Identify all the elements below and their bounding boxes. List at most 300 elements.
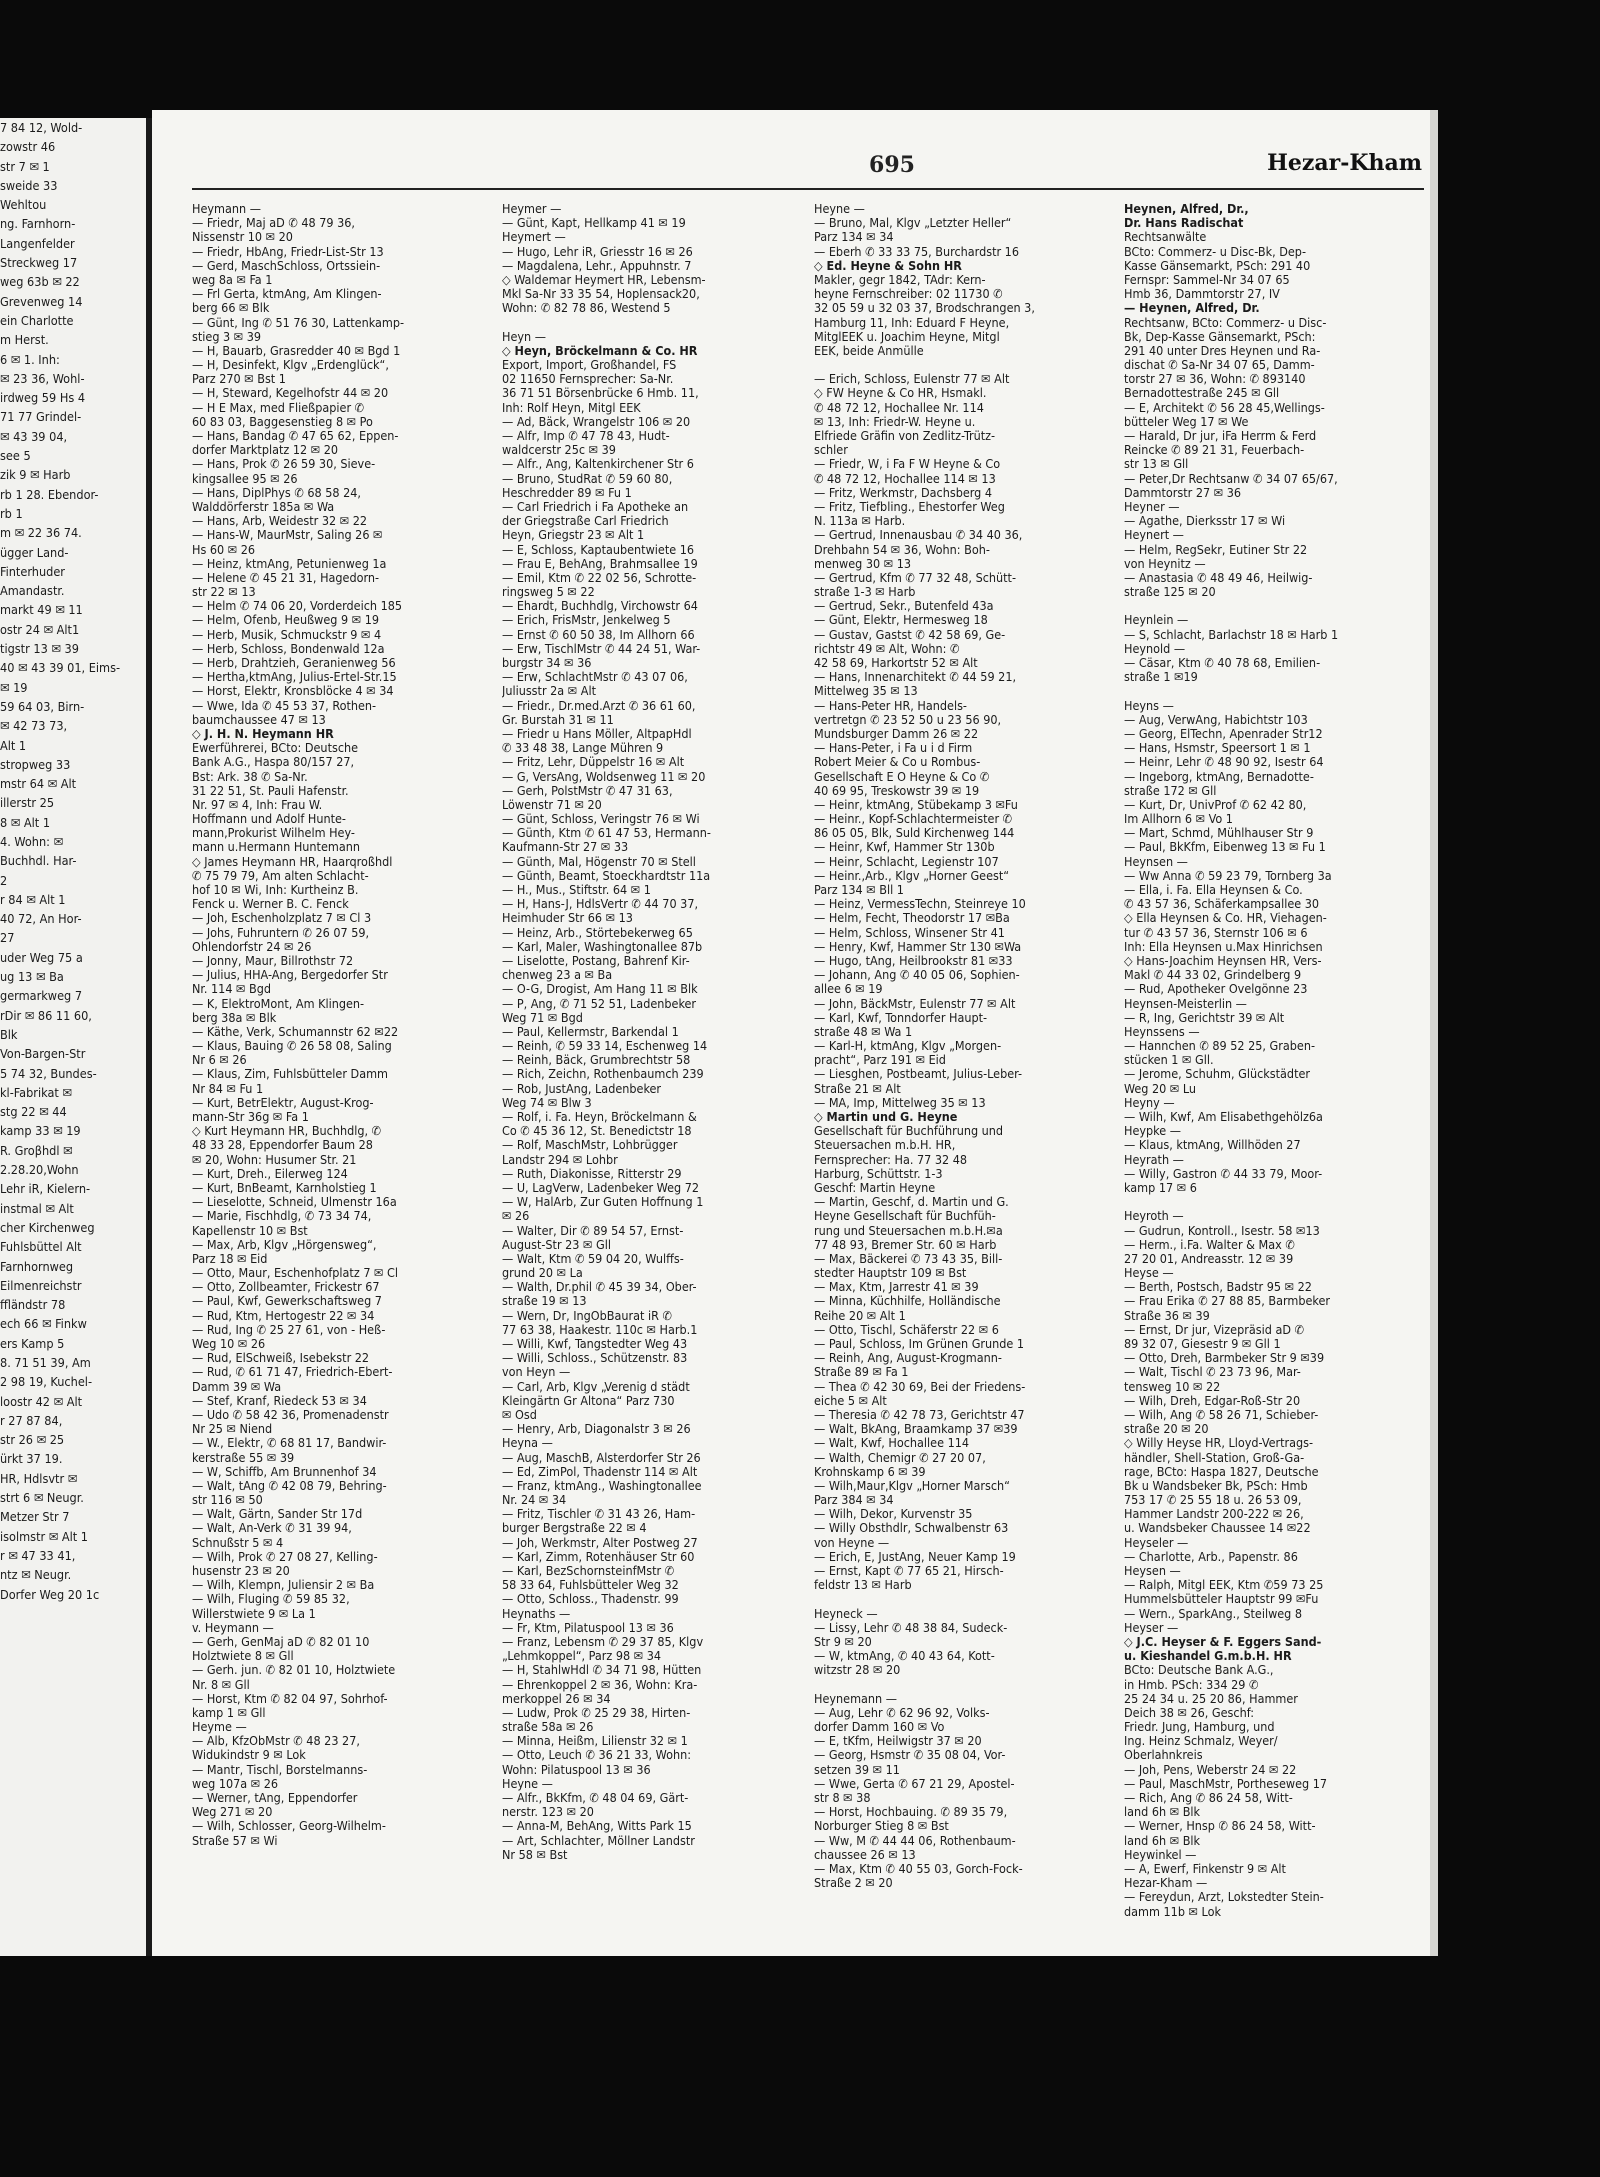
left-page-line: ✉ 23 36, Wohl-: [0, 370, 85, 386]
directory-entry-line: Heimhuder Str 66 ✉ 13: [502, 911, 633, 926]
left-page-line: 71 77 Grindel-: [0, 409, 82, 425]
directory-entry-line: — Berth, Postsch, Badstr 95 ✉ 22: [1124, 1280, 1312, 1295]
directory-entry-heading: ◇ Heyn, Bröckelmann & Co. HR: [502, 343, 698, 358]
directory-entry-line: Hummelsbütteler Hauptstr 99 ✉Fu: [1124, 1592, 1319, 1607]
left-page-line: ✉ 43 39 04,: [0, 428, 68, 444]
directory-entry-line: — Heinr, Lehr ✆ 48 90 92, Isestr 64: [1124, 755, 1324, 770]
directory-entry-line: — Ehardt, Buchhdlg, Virchowstr 64: [502, 599, 698, 614]
left-page-line: R. Groβhdl ✉: [0, 1142, 73, 1158]
directory-entry-line: MitglEEK u. Joachim Heyne, Mitgl: [814, 329, 1000, 344]
left-page-line: ntz ✉ Neugr.: [0, 1567, 72, 1583]
directory-entry-line: ✆ 43 57 36, Schäferkampsallee 30: [1124, 897, 1320, 912]
directory-entry-line: vertretgn ✆ 23 52 50 u 23 56 90,: [814, 712, 1002, 727]
directory-entry-line: Robert Meier & Co u Rombus-: [814, 755, 981, 770]
directory-entry-line: — Minna, Küchhilfe, Holländische: [814, 1294, 1001, 1309]
directory-entry-line: — Frl Gerta, ktmAng, Am Klingen-: [192, 287, 382, 302]
directory-entry-line: — Herm., i.Fa. Walter & Max ✆: [1124, 1237, 1295, 1252]
directory-entry-line: — Fr, Ktm, Pilatuspool 13 ✉ 36: [502, 1620, 674, 1635]
directory-entry-line: 25 24 34 u. 25 20 86, Hammer: [1124, 1691, 1298, 1706]
directory-entry-line: 89 32 07, Giesestr 9 ✉ Gll 1: [1124, 1337, 1281, 1351]
directory-entry-line: 753 17 ✆ 25 55 18 u. 26 53 09,: [1124, 1493, 1302, 1508]
left-page-line: ffländstr 78: [0, 1297, 66, 1313]
directory-entry-line: — Willi, Schloss., Schützenstr. 83: [502, 1351, 688, 1366]
directory-entry-line: N. 113a ✉ Harb.: [814, 514, 906, 529]
directory-entry-line: Heypke —: [1124, 1124, 1181, 1139]
directory-entry-line: berg 38a ✉ Blk: [192, 1010, 277, 1025]
directory-entry-line: Wohn: ✆ 82 78 86, Westend 5: [502, 301, 671, 316]
directory-entry-line: — Kurt, Dr, UnivProf ✆ 62 42 80,: [1124, 797, 1307, 812]
left-page-line: Von-Bargen-Str: [0, 1046, 86, 1062]
directory-entry-line: Heynsen —: [1124, 854, 1188, 869]
column-1: [192, 202, 484, 1848]
directory-entry-line: — Erich, Schloss, Eulenstr 77 ✉ Alt: [814, 372, 1010, 387]
left-page-line: m Herst.: [0, 332, 49, 348]
directory-entry-line: — Jerome, Schuhm, Glückstädter: [1124, 1067, 1311, 1082]
directory-entry-line: burgstr 34 ✉ 36: [502, 656, 592, 670]
directory-entry-line: — Kurt, BnBeamt, Karnholstieg 1: [192, 1180, 377, 1195]
left-page-line: r 27 87 84,: [0, 1412, 63, 1428]
directory-entry-line: tur ✆ 43 57 36, Sternstr 106 ✉ 6: [1124, 925, 1308, 940]
header-rule: [192, 188, 1424, 190]
directory-entry-line: — H E Max, med Fließpapier ✆: [192, 400, 365, 415]
directory-entry-line: Parz 270 ✉ Bst 1: [192, 372, 286, 387]
directory-entry-line: — Walter, Dir ✆ 89 54 57, Ernst-: [502, 1223, 684, 1238]
left-page-line: zowstr 46: [0, 139, 56, 155]
directory-entry-line: bütteler Weg 17 ✉ We: [1124, 414, 1249, 429]
directory-entry-line: — Franz, Lebensm ✆ 29 37 85, Klgv: [502, 1634, 704, 1649]
directory-entry-line: — Wwe, Ida ✆ 45 53 37, Rothen-: [192, 698, 377, 713]
column-2: [502, 202, 794, 1862]
directory-entry-line: — Heinr, Schlacht, Legienstr 107: [814, 854, 999, 869]
directory-entry-line: — Friedr u Hans Möller, AltpapHdl: [502, 726, 692, 741]
directory-entry-line: Heyroth —: [1124, 1209, 1184, 1224]
directory-entry-line: — Willi, Kwf, Tangstedter Weg 43: [502, 1337, 688, 1351]
directory-entry-line: Kasse Gänsemarkt, PSch: 291 40: [1124, 258, 1311, 273]
directory-entry-line: Nr. 97 ✉ 4, Inh: Frau W.: [192, 797, 323, 812]
directory-entry-line: — Klaus, Bauing ✆ 26 58 08, Saling: [192, 1039, 392, 1054]
directory-entry-line: dorfer Marktplatz 12 ✉ 20: [192, 443, 339, 458]
directory-entry-line: straße 172 ✉ Gll: [1124, 783, 1217, 798]
directory-entry-line: — A, Ewerf, Finkenstr 9 ✉ Alt: [1124, 1861, 1286, 1876]
directory-entry-line: — Aug, VerwAng, Habichtstr 103: [1124, 712, 1308, 727]
directory-entry-line: — Günt, Schloss, Veringstr 76 ✉ Wi: [502, 812, 700, 827]
directory-entry-line: Nr 25 ✉ Niend: [192, 1422, 273, 1437]
directory-entry-line: straße 48 ✉ Wa 1: [814, 1024, 913, 1039]
directory-entry-line: — Hugo, tAng, Heilbrookstr 81 ✉33: [814, 953, 1013, 968]
directory-entry-line: — Hans, DiplPhys ✆ 68 58 24,: [192, 485, 361, 500]
directory-entry-line: — Karl, Kwf, Tonndorfer Haupt-: [814, 1010, 988, 1025]
directory-entry-line: Straße 2 ✉ 20: [814, 1876, 893, 1891]
directory-entry-line: — Wilh, Schlosser, Georg-Wilhelm-: [192, 1819, 386, 1834]
directory-entry-line: [1124, 1195, 1424, 1209]
directory-entry-line: der Griegstraße Carl Friedrich: [502, 514, 669, 529]
directory-entry-line: Parz 134 ✉ Bll 1: [814, 883, 904, 897]
left-page-line: ein Charlotte: [0, 312, 74, 328]
directory-entry-line: Damm 39 ✉ Wa: [192, 1379, 282, 1394]
directory-entry-line: — Wern., SparkAng., Steilweg 8: [1124, 1606, 1303, 1621]
directory-entry-line: — Alfr., BkKfm, ✆ 48 04 69, Gärt-: [502, 1791, 689, 1805]
directory-entry-line: straße 125 ✉ 20: [1124, 585, 1216, 600]
directory-entry-line: — Carl Friedrich i Fa Apotheke an: [502, 499, 689, 514]
directory-entry-line: — Gerh, PolstMstr ✆ 47 31 63,: [502, 783, 673, 798]
directory-entry-line: — Marie, Fischhdlg, ✆ 73 34 74,: [192, 1209, 372, 1224]
directory-entry-line: mann,Prokurist Wilhelm Hey-: [192, 826, 355, 841]
left-page-line: ürkt 37 19.: [0, 1451, 63, 1467]
directory-entry-line: — Gertrud, Sekr., Butenfeld 43a: [814, 599, 994, 614]
directory-entry-line: — Hans-Peter, i Fa u i d Firm: [814, 741, 973, 756]
directory-entry-line: — Otto, Dreh, Barmbeker Str 9 ✉39: [1124, 1351, 1325, 1366]
directory-entry-line: Nr. 8 ✉ Gll: [192, 1677, 250, 1692]
directory-entry-line: Heyser —: [1124, 1620, 1179, 1635]
directory-entry-line: — Joh, Eschenholzplatz 7 ✉ Cl 3: [192, 911, 372, 926]
left-page-line: Eilmenreichstr: [0, 1277, 82, 1293]
directory-entry-heading: ◇ J.C. Heyser & F. Eggers Sand-: [1124, 1634, 1322, 1649]
directory-entry-line: — Gerd, MaschSchloss, Ortssiein-: [192, 258, 381, 273]
directory-entry-line: — Herb, Drahtzieh, Geranienweg 56: [192, 656, 396, 670]
directory-entry-line: 58 33 64, Fuhlsbütteler Weg 32: [502, 1578, 679, 1593]
directory-entry-line: — Georg, Hsmstr ✆ 35 08 04, Vor-: [814, 1748, 1006, 1763]
directory-entry-line: kerstraße 55 ✉ 39: [192, 1450, 295, 1465]
left-page-line: rb 1: [0, 505, 23, 521]
directory-entry-line: Heymer —: [502, 202, 562, 216]
directory-entry-line: Straße 89 ✉ Fa 1: [814, 1365, 909, 1380]
directory-entry-line: Nissenstr 10 ✉ 20: [192, 230, 293, 245]
directory-entry-line: — Gerh. jun. ✆ 82 01 10, Holztwiete: [192, 1663, 396, 1678]
directory-entry-line: Heyns —: [1124, 698, 1174, 713]
directory-entry-line: — Alfr, Imp ✆ 47 78 43, Hudt-: [502, 429, 670, 443]
directory-entry-line: — Werner, Hnsp ✆ 86 24 58, Witt-: [1124, 1819, 1316, 1834]
directory-entry-line: Heysen —: [1124, 1564, 1181, 1578]
directory-entry-line: Bk, Dep-Kasse Gänsemarkt, PSch:: [1124, 329, 1316, 344]
left-page-line: r 84 ✉ Alt 1: [0, 891, 66, 907]
directory-entry-line: — Ed, ZimPol, Thadenstr 114 ✉ Alt: [502, 1464, 698, 1479]
directory-entry-line: Heyna —: [502, 1436, 553, 1451]
directory-entry-line: — Paul, Kellermstr, Barkendal 1: [502, 1024, 679, 1039]
directory-entry-line: „Lehmkoppel“, Parz 98 ✉ 34: [502, 1649, 662, 1664]
directory-entry-line: ✆ 75 79 79, Am alten Schlacht-: [192, 868, 369, 883]
directory-entry-line: — U, LagVerw, Ladenbeker Weg 72: [502, 1180, 700, 1195]
directory-entry-line: Heyrath —: [1124, 1152, 1184, 1167]
column-3: [814, 202, 1106, 1890]
directory-entry-line: — Rob, JustAng, Ladenbeker: [502, 1081, 662, 1096]
left-page-line: r ✉ 47 33 41,: [0, 1547, 76, 1563]
directory-entry-line: Heyme —: [192, 1720, 247, 1735]
directory-entry-line: — Art, Schlachter, Möllner Landstr: [502, 1833, 695, 1848]
directory-entry-line: — Günt, Kapt, Hellkamp 41 ✉ 19: [502, 216, 686, 231]
directory-entry-line: — Fritz, Tiefbling., Ehestorfer Weg: [814, 499, 1005, 514]
directory-entry-heading: Heynen, Alfred, Dr.,: [1124, 202, 1249, 216]
directory-entry-line: Heynemann —: [814, 1691, 898, 1706]
directory-entry-line: — O-G, Drogist, Am Hang 11 ✉ Blk: [502, 982, 698, 997]
directory-entry-line: — P, Ang, ✆ 71 52 51, Ladenbeker: [502, 996, 697, 1011]
left-page-line: HR, Hdlsvtr ✉: [0, 1470, 78, 1486]
directory-entry-line: feldstr 13 ✉ Harb: [814, 1578, 912, 1593]
directory-entry-line: — H, Steward, Kegelhofstr 44 ✉ 20: [192, 386, 389, 401]
left-page-line: irdweg 59 Hs 4: [0, 390, 86, 406]
directory-entry-line: — Lieselotte, Schneid, Ulmenstr 16a: [192, 1195, 397, 1210]
directory-entry-line: — Hertha,ktmAng, Julius-Ertel-Str.15: [192, 670, 397, 685]
directory-entry-line: Fenck u. Werner B. C. Fenck: [192, 897, 349, 912]
directory-entry-line: ◇ FW Heyne & Co HR, Hsmakl.: [814, 386, 987, 401]
directory-entry-line: — Rich, Ang ✆ 86 24 58, Witt-: [1124, 1791, 1293, 1805]
directory-entry-heading: ◇ Ed. Heyne & Sohn HR: [814, 258, 962, 273]
directory-entry-line: Hezar-Kham —: [1124, 1876, 1208, 1891]
directory-entry-line: — Rich, Zeichn, Rothenbaumch 239: [502, 1067, 704, 1082]
directory-entry-line: ◇ Hans-Joachim Heynsen HR, Vers-: [1124, 953, 1322, 968]
left-page-line: 8. 71 51 39, Am: [0, 1355, 91, 1370]
left-page-line: kl-Fabrikat ✉: [0, 1084, 72, 1100]
directory-entry-line: chaussee 26 ✉ 13: [814, 1847, 916, 1862]
directory-entry-line: — Heinr.,Arb., Klgv „Horner Geest“: [814, 868, 1010, 883]
left-page-line: ✉ 19: [0, 679, 28, 695]
left-page-line: str 26 ✉ 25: [0, 1432, 65, 1448]
directory-entry-line: [502, 316, 794, 330]
directory-entry-line: — Günt, Elektr, Hermesweg 18: [814, 613, 988, 628]
directory-entry-line: — Wilh, Fluging ✆ 59 85 32,: [192, 1592, 350, 1607]
directory-entry-line: — K, ElektroMont, Am Klingen-: [192, 996, 365, 1011]
directory-entry-line: — Karl, Zimm, Rotenhäuser Str 60: [502, 1549, 695, 1564]
directory-entry-line: eiche 5 ✉ Alt: [814, 1393, 887, 1408]
directory-entry-line: — Paul, MaschMstr, Portheseweg 17: [1124, 1776, 1328, 1791]
directory-entry-line: Nr. 24 ✉ 34: [502, 1493, 567, 1508]
directory-entry-line: 40 69 95, Treskowstr 39 ✉ 19: [814, 783, 980, 798]
directory-entry-line: — H, StahlwHdl ✆ 34 71 98, Hütten: [502, 1663, 702, 1678]
directory-entry-line: — Friedr, HbAng, Friedr-List-Str 13: [192, 244, 384, 259]
directory-entry-line: kingsallee 95 ✉ 26: [192, 471, 298, 486]
directory-entry-heading: ◇ J. H. N. Heymann HR: [192, 726, 334, 741]
directory-entry-line: — Willy, Gastron ✆ 44 33 79, Moor-: [1124, 1166, 1323, 1181]
directory-entry-line: Heyne Gesellschaft für Buchfüh-: [814, 1209, 996, 1224]
left-page-line: Metzer Str 7: [0, 1509, 70, 1525]
page-edge: [1430, 110, 1438, 1956]
directory-entry-line: allee 6 ✉ 19: [814, 982, 883, 997]
left-page-line: m ✉ 22 36 74.: [0, 525, 82, 541]
directory-entry-line: Harburg, Schüttstr. 1-3: [814, 1166, 943, 1181]
directory-entry-line: — Günth, Ktm ✆ 61 47 53, Hermann-: [502, 826, 711, 841]
directory-entry-line: straße 19 ✉ 13: [502, 1294, 587, 1309]
directory-entry-line: — Peter,Dr Rechtsanw ✆ 34 07 65/67,: [1124, 471, 1338, 486]
directory-entry-line: rung und Steuersachen m.b.H.✉a: [814, 1223, 1003, 1238]
directory-entry-line: — Horst, Ktm ✆ 82 04 97, Sohrhof-: [192, 1691, 388, 1706]
directory-entry-line: EEK, beide Anmülle: [814, 343, 924, 358]
directory-entry-line: Straße 36 ✉ 39: [1124, 1308, 1210, 1323]
directory-entry-line: 77 48 93, Bremer Str. 60 ✉ Harb: [814, 1237, 997, 1252]
directory-entry-line: mann u.Hermann Huntemann: [192, 840, 360, 855]
directory-entry-line: — Walt, Kwf, Hochallee 114: [814, 1436, 970, 1451]
directory-entry-line: Ing. Heinz Schmalz, Weyer/: [1124, 1734, 1278, 1749]
directory-entry-line: Heynsen-Meisterlin —: [1124, 996, 1247, 1011]
directory-entry-line: Gesellschaft für Buchführung und: [814, 1124, 1004, 1139]
left-page-line: 4. Wohn: ✉: [0, 833, 64, 849]
directory-entry-line: Norburger Stieg 8 ✉ Bst: [814, 1819, 949, 1834]
directory-entry-line: — Mantr, Tischl, Borstelmanns-: [192, 1762, 368, 1777]
directory-entry-line: — Rud, Apotheker Ovelgönne 23: [1124, 982, 1308, 997]
directory-entry-line: — Ingeborg, ktmAng, Bernadotte-: [1124, 769, 1314, 784]
directory-entry-line: Rechtsanw, BCto: Commerz- u Disc-: [1124, 315, 1327, 330]
directory-entry-line: — Liselotte, Postang, Bahrenf Kir-: [502, 953, 690, 968]
directory-entry-line: — Frau E, BehAng, Brahmsallee 19: [502, 556, 698, 571]
directory-entry-line: ✆ 48 72 12, Hochallee 114 ✉ 13: [814, 471, 996, 486]
left-page-line: germarkweg 7: [0, 988, 83, 1004]
left-page-line: 59 64 03, Birn-: [0, 698, 85, 714]
directory-entry-line: ◇ Waldemar Heymert HR, Lebensm-: [502, 272, 706, 287]
directory-entry-line: — Ernst, Dr jur, Vizepräsid aD ✆: [1124, 1322, 1304, 1337]
directory-entry-line: [814, 358, 1106, 372]
directory-entry-line: — Liesghen, Postbeamt, Julius-Leber-: [814, 1067, 1023, 1082]
directory-entry-line: — Ww, M ✆ 44 44 06, Rothenbaum-: [814, 1833, 1016, 1848]
directory-entry-line: — Gerh, GenMaj aD ✆ 82 01 10: [192, 1634, 370, 1649]
directory-entry-line: — Helm ✆ 74 06 20, Vorderdeich 185: [192, 599, 403, 614]
directory-entry-heading: Dr. Hans Radischat: [1124, 216, 1244, 231]
directory-entry-line: — Anastasia ✆ 48 49 46, Heilwig-: [1124, 570, 1313, 585]
directory-entry-line: — Heinz, VermessTechn, Steinreye 10: [814, 897, 1026, 912]
directory-entry-line: — Georg, ElTechn, Apenrader Str12: [1124, 726, 1323, 741]
directory-entry-line: — Ww Anna ✆ 59 23 79, Tornberg 3a: [1124, 868, 1332, 883]
directory-entry-line: 31 22 51, St. Pauli Hafenstr.: [192, 783, 349, 798]
left-page-fragment: [0, 118, 146, 1956]
left-page-line: tigstr 13 ✉ 39: [0, 641, 79, 657]
directory-entry-line: — W, ktmAng, ✆ 40 43 64, Kott-: [814, 1649, 995, 1664]
left-page-line: Alt 1: [0, 737, 27, 753]
directory-entry-line: — Minna, Heißm, Lilienstr 32 ✉ 1: [502, 1734, 688, 1749]
directory-entry-line: Export, Import, Großhandel, FS: [502, 358, 677, 373]
directory-entry-line: — Wilh, Ang ✆ 58 26 71, Schieber-: [1124, 1407, 1319, 1422]
directory-entry-line: Reincke ✆ 89 21 31, Feuerbach-: [1124, 443, 1305, 458]
directory-entry-line: — Friedr, W, i Fa F W Heyne & Co: [814, 457, 1001, 472]
directory-entry-line: — Erw, SchlachtMstr ✆ 43 07 06,: [502, 670, 688, 685]
directory-entry-line: straße 20 ✉ 20: [1124, 1422, 1209, 1437]
directory-entry-line: 77 63 38, Haakestr. 110c ✉ Harb.1: [502, 1322, 698, 1337]
left-page-line: 40 72, An Hor-: [0, 911, 82, 927]
directory-entry-line: — Walt, Ktm ✆ 59 04 20, Wulffs-: [502, 1251, 684, 1266]
left-page-line: ügger Land-: [0, 544, 69, 560]
directory-entry-heading: — Heynen, Alfred, Dr.: [1124, 301, 1260, 316]
directory-entry-line: Heyny —: [1124, 1095, 1175, 1110]
directory-entry-line: — Ehrenkoppel 2 ✉ 36, Wohn: Kra-: [502, 1677, 698, 1692]
directory-entry-line: pracht“, Parz 191 ✉ Eid: [814, 1053, 946, 1068]
directory-entry-line: Kaufmann-Str 27 ✉ 33: [502, 840, 629, 855]
left-page-line: cher Kirchenweg: [0, 1219, 95, 1235]
directory-entry-line: Heyse —: [1124, 1266, 1174, 1281]
directory-entry-line: dorfer Damm 160 ✉ Vo: [814, 1720, 945, 1735]
directory-entry-line: stücken 1 ✉ Gll.: [1124, 1053, 1214, 1068]
left-page-line: 2.28.20,Wohn: [0, 1162, 79, 1178]
left-page-line: ug 13 ✉ Ba: [0, 969, 64, 985]
directory-entry-line: tensweg 10 ✉ 22: [1124, 1379, 1221, 1394]
left-page-line: 5 74 32, Bundes-: [0, 1065, 97, 1081]
directory-entry-line: — Reinh, ✆ 59 33 14, Eschenweg 14: [502, 1039, 708, 1054]
directory-entry-line: — Paul, BkKfm, Eibenweg 13 ✉ Fu 1: [1124, 840, 1326, 855]
directory-entry-line: Mundsburger Damm 26 ✉ 22: [814, 726, 979, 741]
directory-entry-line: Heymert —: [502, 230, 566, 245]
directory-entry-line: Juliusstr 2a ✉ Alt: [502, 684, 596, 699]
directory-entry-line: ◇ Willy Heyse HR, Lloyd-Vertrags-: [1124, 1436, 1314, 1451]
directory-entry-line: — Helm, Schloss, Winsener Str 41: [814, 925, 1005, 940]
directory-entry-line: — Aug, Lehr ✆ 62 96 92, Volks-: [814, 1705, 990, 1720]
directory-entry-line: straße 1 ✉19: [1124, 670, 1198, 685]
directory-entry-line: burger Bergstraße 22 ✉ 4: [502, 1521, 647, 1536]
directory-entry-line: Heschredder 89 ✉ Fu 1: [502, 485, 632, 500]
directory-entry-line: — Rolf, MaschMstr, Lohbrügger: [502, 1138, 678, 1153]
directory-entry-line: Str 9 ✉ 20: [814, 1634, 872, 1649]
directory-entry-line: ◇ Ella Heynsen & Co. HR, Viehagen-: [1124, 911, 1327, 926]
directory-entry-line: Weg 71 ✉ Bgd: [502, 1010, 583, 1025]
directory-entry-line: — Klaus, ktmAng, Willhöden 27: [1124, 1138, 1301, 1153]
directory-entry-line: — Hans-Peter HR, Handels-: [814, 698, 967, 713]
directory-entry-line: Kleingärtn Gr Altona“ Parz 730: [502, 1393, 675, 1408]
directory-entry-line: ✉ Osd: [502, 1407, 537, 1422]
directory-entry-line: — Helm, Fecht, Theodorstr 17 ✉Ba: [814, 911, 1010, 926]
directory-entry-line: — Kurt, BetrElektr, August-Krog-: [192, 1095, 374, 1110]
directory-entry-line: 27 20 01, Andreasstr. 12 ✉ 39: [1124, 1251, 1294, 1266]
directory-entry-line: — Karl-H, ktmAng, Klgv „Morgen-: [814, 1039, 1002, 1054]
left-page-line: ers Kamp 5: [0, 1335, 65, 1351]
directory-entry-line: — Erw, TischlMstr ✆ 44 24 51, War-: [502, 641, 701, 656]
directory-entry-line: kamp 17 ✉ 6: [1124, 1180, 1197, 1195]
directory-entry-line: — Walt, tAng ✆ 42 08 79, Behring-: [192, 1478, 387, 1493]
directory-entry-line: Heyner —: [1124, 499, 1180, 514]
directory-entry-line: — Karl, BezSchornsteinfMstr ✆: [502, 1564, 675, 1578]
directory-entry-line: berg 66 ✉ Blk: [192, 301, 270, 316]
directory-entry-line: Mittelweg 35 ✉ 13: [814, 684, 918, 699]
directory-entry-line: Weg 271 ✉ 20: [192, 1805, 273, 1820]
directory-entry-line: Gr. Burstah 31 ✉ 11: [502, 712, 614, 727]
directory-entry-line: Nr. 114 ✉ Bgd: [192, 982, 272, 997]
directory-entry-line: — Otto, Schloss., Thadenstr. 99: [502, 1592, 679, 1607]
directory-entry-line: — Helm, Ofenb, Heußweg 9 ✉ 19: [192, 613, 380, 628]
directory-entry-line: Willerstwiete 9 ✉ La 1: [192, 1606, 316, 1621]
directory-entry-line: Elfriede Gräfin von Zedlitz-Trütz-: [814, 429, 996, 443]
directory-entry-line: Rechtsanwälte: [1124, 230, 1207, 245]
directory-entry-line: 32 05 59 u 32 03 37, Brodschrangen 3,: [814, 301, 1035, 316]
directory-entry-line: Inh: Ella Heynsen u.Max Hinrichsen: [1124, 939, 1323, 954]
running-title: Hezar-Kham: [1267, 150, 1422, 176]
left-page-line: rb 1 28. Ebendor-: [0, 486, 99, 502]
directory-entry-line: — Franz, ktmAng., Washingtonallee: [502, 1478, 702, 1493]
directory-entry-line: Hammer Landstr 200-222 ✉ 26,: [1124, 1507, 1304, 1522]
directory-entry-line: stieg 3 ✉ 39: [192, 329, 262, 344]
directory-entry-line: — Otto, Maur, Eschenhofplatz 7 ✉ Cl: [192, 1266, 399, 1281]
directory-entry-line: — Günth, Beamt, Stoeckhardtstr 11a: [502, 868, 711, 883]
directory-entry-line: — Ernst, Kapt ✆ 77 65 21, Hirsch-: [814, 1564, 1004, 1578]
directory-entry-line: — H, Bauarb, Grasredder 40 ✉ Bgd 1: [192, 343, 401, 358]
left-page-line: ostr 24 ✉ Alt1: [0, 621, 80, 637]
directory-entry-line: — Theresia ✆ 42 78 73, Gerichtstr 47: [814, 1407, 1025, 1422]
directory-entry-line: — Walt, BkAng, Braamkamp 37 ✉39: [814, 1422, 1018, 1437]
directory-entry-line: Gesellschaft E O Heyne & Co ✆: [814, 769, 990, 784]
directory-entry-line: ✆ 33 48 38, Lange Mühren 9: [502, 741, 664, 756]
directory-entry-line: Schnußstr 5 ✉ 4: [192, 1535, 284, 1550]
directory-entry-line: — Wern, Dr, IngObBaurat iR ✆: [502, 1308, 672, 1323]
directory-entry-line: Hs 60 ✉ 26: [192, 542, 256, 557]
directory-entry-line: — Agathe, Dierksstr 17 ✉ Wi: [1124, 514, 1286, 529]
left-page-line: markt 49 ✉ 11: [0, 602, 83, 618]
left-page-line: isolmstr ✉ Alt 1: [0, 1528, 88, 1544]
directory-entry-line: — Anna-M, BehAng, Witts Park 15: [502, 1819, 692, 1834]
directory-entry-line: kamp 1 ✉ Gll: [192, 1705, 266, 1720]
directory-entry-line: — Udo ✆ 58 42 36, Promenadenstr: [192, 1407, 389, 1422]
directory-entry-line: Heynssens —: [1124, 1024, 1200, 1039]
directory-entry-line: — Hans, Bandag ✆ 47 65 62, Eppen-: [192, 429, 399, 443]
directory-entry-line: BCto: Commerz- u Disc-Bk, Dep-: [1124, 244, 1307, 259]
directory-entry-line: — Wilh,Maur,Klgv „Horner Marsch“: [814, 1478, 1010, 1493]
directory-entry-line: setzen 39 ✉ 11: [814, 1762, 900, 1777]
directory-entry-line: Friedr. Jung, Hamburg, und: [1124, 1720, 1275, 1735]
directory-entry-line: — Harald, Dr jur, iFa Herrm & Ferd: [1124, 429, 1317, 443]
directory-entry-line: — Fritz, Lehr, Düppelstr 16 ✉ Alt: [502, 755, 685, 770]
directory-entry-line: Heynold —: [1124, 641, 1186, 656]
directory-entry-line: — Walth, Dr.phil ✆ 45 39 34, Ober-: [502, 1280, 697, 1295]
